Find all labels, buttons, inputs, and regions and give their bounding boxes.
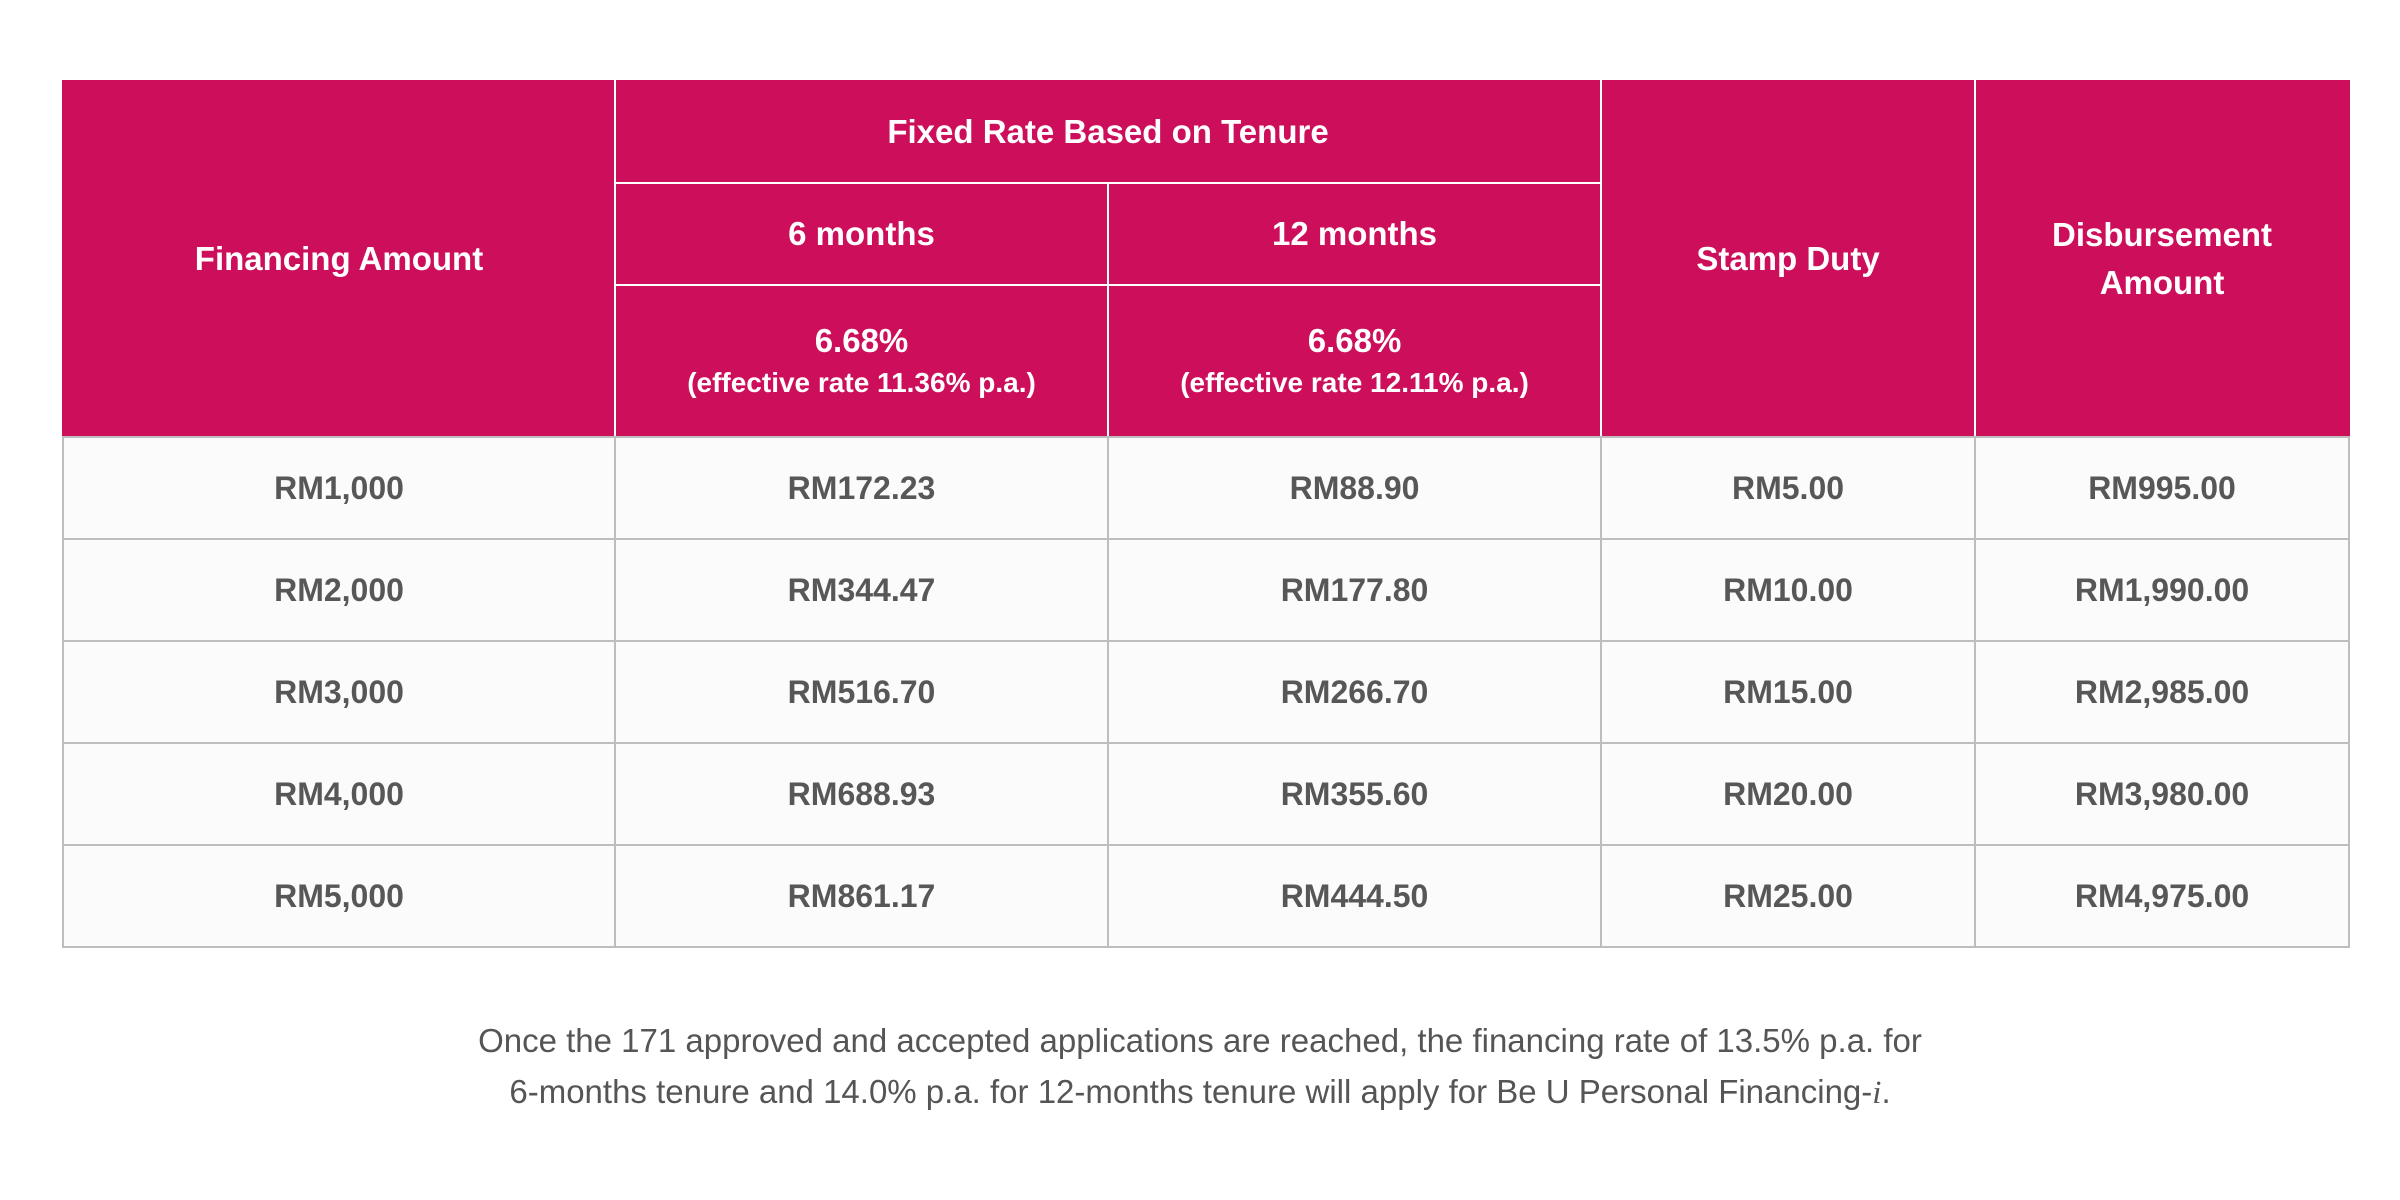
rate-12-months-effective: (effective rate 12.11% p.a.) (1180, 366, 1529, 398)
header-tenure-12-months: 12 months (1108, 183, 1601, 285)
cell-disbursement: RM1,990.00 (1975, 539, 2349, 641)
cell-financing-amount: RM5,000 (63, 845, 615, 947)
cell-stamp-duty: RM5.00 (1601, 437, 1975, 539)
table-row (63, 539, 2349, 641)
rate-6-months-effective: (effective rate 11.36% p.a.) (687, 366, 1036, 398)
header-row-1 (63, 81, 2349, 183)
footnote-line-2-end: . (1881, 1073, 1891, 1110)
cell-stamp-duty: RM25.00 (1601, 845, 1975, 947)
financing-rate-table (62, 80, 2350, 948)
cell-financing-amount: RM4,000 (63, 743, 615, 845)
table-body (63, 437, 2349, 947)
rate-12-months-value: 6.68% (1307, 321, 1402, 359)
table-row (63, 845, 2349, 947)
cell-12-months: RM177.80 (1108, 539, 1601, 641)
cell-disbursement: RM3,980.00 (1975, 743, 2349, 845)
cell-6-months: RM172.23 (615, 437, 1108, 539)
header-stamp-duty: Stamp Duty (1601, 81, 1975, 437)
cell-disbursement: RM4,975.00 (1975, 845, 2349, 947)
cell-12-months: RM88.90 (1108, 437, 1601, 539)
cell-stamp-duty: RM10.00 (1601, 539, 1975, 641)
cell-12-months: RM444.50 (1108, 845, 1601, 947)
financing-rate-table-container (62, 80, 2348, 948)
header-disbursement-line2: Amount (2099, 264, 2225, 301)
header-disbursement-line1: Disbursement (2051, 216, 2273, 254)
header-tenure-6-months: 6 months (615, 183, 1108, 285)
cell-stamp-duty: RM20.00 (1601, 743, 1975, 845)
header-rate-12-months (1108, 285, 1601, 437)
cell-6-months: RM516.70 (615, 641, 1108, 743)
header-fixed-rate-group: Fixed Rate Based on Tenure (615, 81, 1601, 183)
table-row (63, 743, 2349, 845)
cell-12-months: RM266.70 (1108, 641, 1601, 743)
cell-disbursement: RM995.00 (1975, 437, 2349, 539)
footnote-line-2 (0, 1066, 2400, 1119)
cell-financing-amount: RM3,000 (63, 641, 615, 743)
rate-6-months-value: 6.68% (814, 321, 909, 359)
table-row (63, 641, 2349, 743)
footnote-line-2-text: 6-months tenure and 14.0% p.a. for 12-months tenure will apply for Be U Personal Financing- (509, 1073, 1873, 1110)
cell-6-months: RM861.17 (615, 845, 1108, 947)
header-rate-6-months (615, 285, 1108, 437)
cell-disbursement: RM2,985.00 (1975, 641, 2349, 743)
footnote-line-1: Once the 171 approved and accepted applications are reached, the financing rate of 13.5% p.a. for (478, 1022, 1922, 1059)
cell-6-months: RM688.93 (615, 743, 1108, 845)
table-row (63, 437, 2349, 539)
cell-6-months: RM344.47 (615, 539, 1108, 641)
table-header (63, 81, 2349, 437)
cell-12-months: RM355.60 (1108, 743, 1601, 845)
header-financing-amount: Financing Amount (63, 81, 615, 437)
footnote (0, 1015, 2400, 1119)
header-disbursement-amount (1975, 81, 2349, 437)
footnote-line-2-italic: i (1872, 1075, 1882, 1111)
cell-financing-amount: RM1,000 (63, 437, 615, 539)
cell-stamp-duty: RM15.00 (1601, 641, 1975, 743)
cell-financing-amount: RM2,000 (63, 539, 615, 641)
